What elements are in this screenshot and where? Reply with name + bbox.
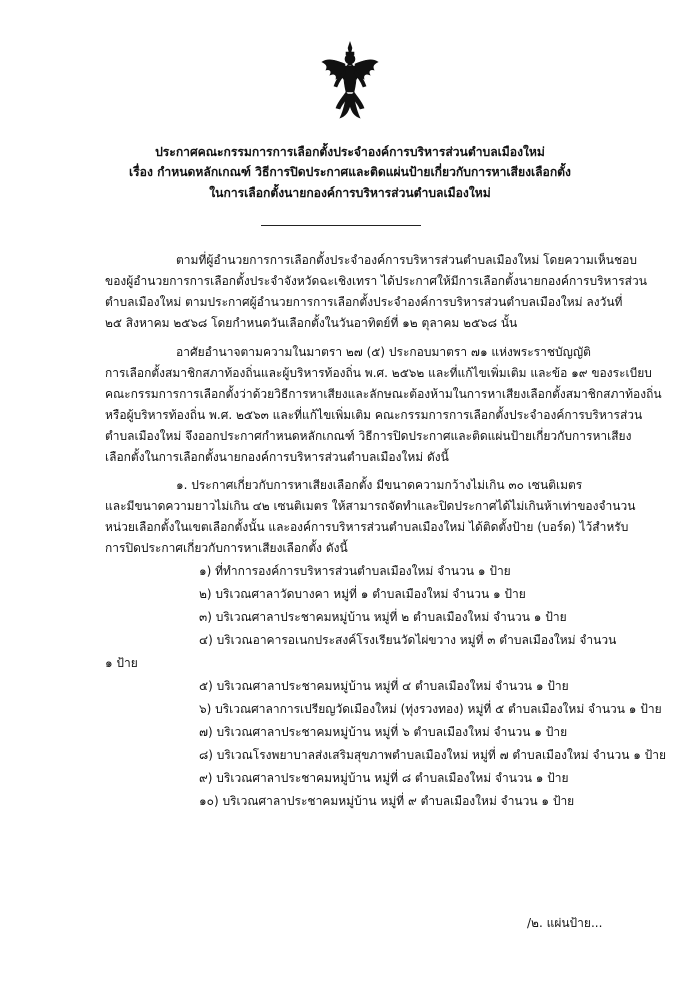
announcement-subject: เรื่อง กำหนดหลักเกณฑ์ วิธีการปิดประกาศและติดแผ่นป้ายเกี่ยวกับการหาเสียงเลือกตั้ง xyxy=(129,165,571,179)
location-item: ๗) บริเวณศาลาประชาคมหมู่บ้าน หมู่ที่ ๖ ตำบลเมืองใหม่ จำนวน ๑ ป้าย xyxy=(199,725,568,739)
paragraph-2-line: คณะกรรมการการเลือกตั้งว่าด้วยวิธีการหาเสียงและลักษณะต้องห้ามในการหาเสียงเลือกตั้งสมาชิกสภาท้องถิ่น xyxy=(105,387,662,401)
paragraph-1-line: ของผู้อำนวยการการเลือกตั้งประจำจังหวัดฉะเชิงเทรา ได้ประกาศให้มีการเลือกตั้งนายกองค์การบริหารส่วน xyxy=(105,274,647,288)
location-item: ๙) บริเวณศาลาประชาคมหมู่บ้าน หมู่ที่ ๘ ตำบลเมืองใหม่ จำนวน ๑ ป้าย xyxy=(199,771,569,785)
garuda-emblem-icon xyxy=(318,40,382,122)
location-item: ๕) บริเวณศาลาประชาคมหมู่บ้าน หมู่ที่ ๔ ตำบลเมืองใหม่ จำนวน ๑ ป้าย xyxy=(199,679,569,693)
location-item: ๑) ที่ทำการองค์การบริหารส่วนตำบลเมืองใหม่ จำนวน ๑ ป้าย xyxy=(199,564,511,578)
location-item: ๒) บริเวณศาลาวัดบางคา หมู่ที่ ๑ ตำบลเมืองใหม่ จำนวน ๑ ป้าย xyxy=(199,587,526,601)
continuation-marker: /๒. แผ่นป้าย... xyxy=(527,916,603,930)
paragraph-2-line: เลือกตั้งในการเลือกตั้งนายกองค์การบริหารส่วนตำบลเมืองใหม่ ดังนี้ xyxy=(105,450,449,464)
location-item: ๔) บริเวณอาคารอเนกประสงค์โรงเรียนวัดไผ่ขวาง หมู่ที่ ๓ ตำบลเมืองใหม่ จำนวน xyxy=(199,633,617,647)
announcement-title: ประกาศคณะกรรมการการเลือกตั้งประจำองค์การบริหารส่วนตำบลเมืองใหม่ xyxy=(155,145,545,159)
location-item: ๖) บริเวณศาลาการเปรียญวัดเมืองใหม่ (ทุ่งรวงทอง) หมู่ที่ ๕ ตำบลเมืองใหม่ จำนวน ๑ ป้าย xyxy=(199,702,662,716)
paragraph-2-line: หรือผู้บริหารท้องถิ่น พ.ศ. ๒๕๖๓ และที่แก้ไขเพิ่มเติม คณะกรรมการการเลือกตั้งประจำองค์การบริหารส่วน xyxy=(105,408,643,422)
paragraph-1-line: ๒๕ สิงหาคม ๒๕๖๘ โดยกำหนดวันเลือกตั้งในวันอาทิตย์ที่ ๑๒ ตุลาคม ๒๕๖๘ นั้น xyxy=(105,316,518,330)
location-item: ๘) บริเวณโรงพยาบาลส่งเสริมสุขภาพตำบลเมืองใหม่ หมู่ที่ ๗ ตำบลเมืองใหม่ จำนวน ๑ ป้าย xyxy=(199,748,667,762)
paragraph-3-line: หน่วยเลือกตั้งในเขตเลือกตั้งนั้น และองค์การบริหารส่วนตำบลเมืองใหม่ ได้ติดตั้งป้าย (บอร์ด) ไว้สำหรับ xyxy=(105,520,629,534)
paragraph-2-line: ตำบลเมืองใหม่ จึงออกประกาศกำหนดหลักเกณฑ์ วิธีการปิดประกาศและติดแผ่นป้ายเกี่ยวกับการหาเสียง xyxy=(105,429,632,443)
location-item-continued: ๑ ป้าย xyxy=(105,656,138,670)
paragraph-1-line: ตามที่ผู้อำนวยการการเลือกตั้งประจำองค์การบริหารส่วนตำบลเมืองใหม่ โดยความเห็นชอบ xyxy=(176,253,637,267)
announcement-subject-continued: ในการเลือกตั้งนายกองค์การบริหารส่วนตำบลเมืองใหม่ xyxy=(209,186,491,200)
paragraph-1-line: ตำบลเมืองใหม่ ตามประกาศผู้อำนวยการการเลือกตั้งประจำองค์การบริหารส่วนตำบลเมืองใหม่ ลงวันที่ xyxy=(105,295,623,309)
paragraph-3-line: ๑. ประกาศเกี่ยวกับการหาเสียงเลือกตั้ง มีขนาดความกว้างไม่เกิน ๓๐ เซนติเมตร xyxy=(176,478,583,492)
paragraph-3-line: การปิดประกาศเกี่ยวกับการหาเสียงเลือกตั้ง ดังนี้ xyxy=(105,541,348,555)
paragraph-3-line: และมีขนาดความยาวไม่เกิน ๔๒ เซนติเมตร ให้สามารถจัดทำและปิดประกาศได้ไม่เกินห้าเท่าของจำนวน xyxy=(105,499,636,513)
location-item: ๓) บริเวณศาลาประชาคมหมู่บ้าน หมู่ที่ ๒ ตำบลเมืองใหม่ จำนวน ๑ ป้าย xyxy=(199,610,567,624)
paragraph-2-line: การเลือกตั้งสมาชิกสภาท้องถิ่นและผู้บริหารท้องถิ่น พ.ศ. ๒๕๖๒ และที่แก้ไขเพิ่มเติม และข้อ ๑๙ ของระเบียบ xyxy=(105,366,652,380)
paragraph-2-line: อาศัยอำนาจตามความในมาตรา ๒๗ (๕) ประกอบมาตรา ๗๑ แห่งพระราชบัญญัติ xyxy=(176,345,591,359)
location-item: ๑๐) บริเวณศาลาประชาคมหมู่บ้าน หมู่ที่ ๙ ตำบลเมืองใหม่ จำนวน ๑ ป้าย xyxy=(199,794,575,808)
title-divider xyxy=(261,225,421,226)
